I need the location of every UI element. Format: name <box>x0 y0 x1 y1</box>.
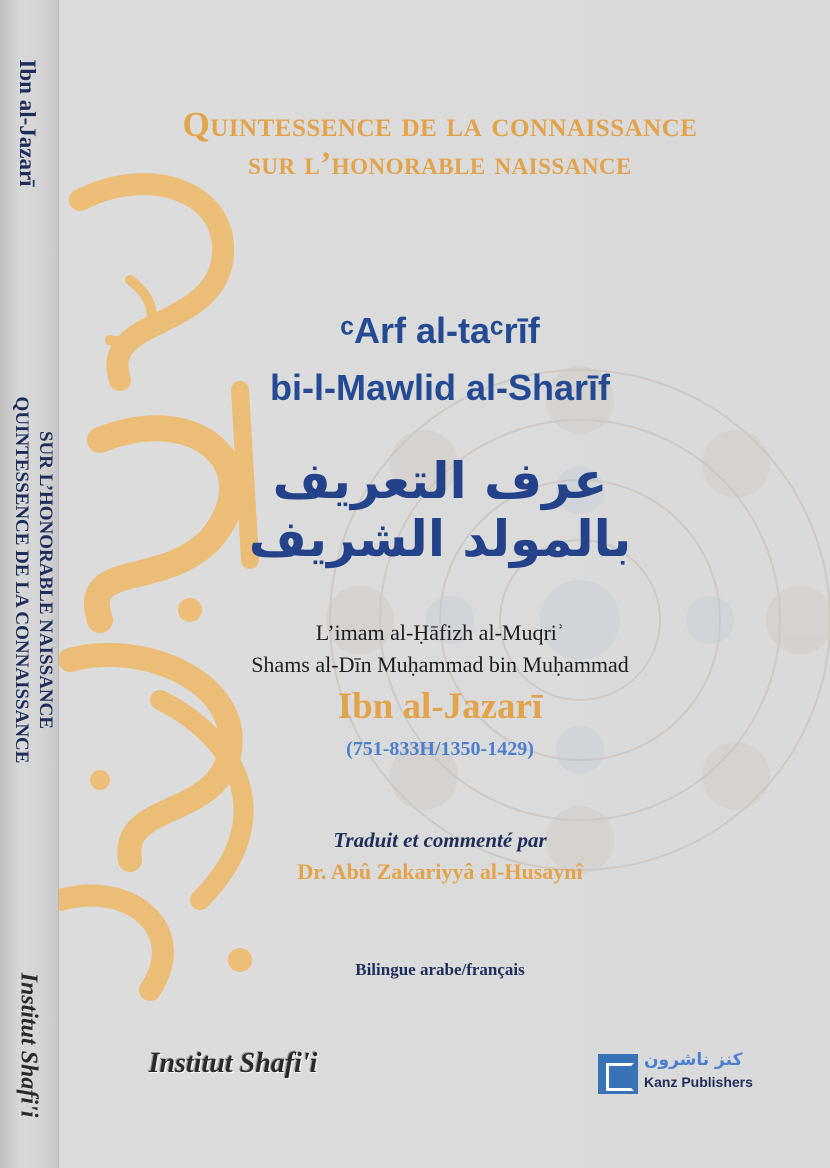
institute-logo: Institut Shafi'i <box>148 1048 318 1079</box>
spine-logo-text: Institut Shafi'i <box>15 972 42 1118</box>
spine-author-text: Ibn al-Jazarī <box>15 59 40 187</box>
spine-institute-logo <box>2 945 54 1145</box>
spine-author <box>12 28 42 218</box>
french-title-line1: Quintessence de la connaissance <box>182 105 698 144</box>
translator-name: Dr. Abû Zakariyyâ al-Husaynî <box>297 859 583 884</box>
spine-title-line1: QUINTESSENCE DE LA CONNAISSANCE <box>11 396 32 764</box>
arabic-title: عرف التعريف بالمولد الشريف <box>248 452 632 568</box>
transliterated-title-line2: bi-l-Mawlid al-Sharīf <box>269 367 610 408</box>
edition-note: Bilingue arabe/français <box>355 960 525 979</box>
kanz-arabic-name: كنز ناشرون <box>644 1050 743 1070</box>
shams-line: Shams al-Dīn Muḥammad bin Muḥammad <box>251 652 629 677</box>
author-name: Ibn al-Jazarī <box>337 686 543 727</box>
imam-line: L’imam al-Ḥāfizh al-Muqriʾ <box>315 620 565 645</box>
spine-title-line2: SUR L’HONORABLE NAISSANCE <box>35 430 56 730</box>
kanz-logo-icon <box>598 1054 638 1094</box>
author-dates: (751-833H/1350-1429) <box>346 738 534 760</box>
book-spine <box>0 0 59 1168</box>
transliterated-title-line1: ᶜArf al-taᶜrīf <box>340 310 540 351</box>
kanz-publishers-logo <box>598 1050 758 1100</box>
spine-title <box>6 370 56 790</box>
calligraphy-ornament <box>40 140 300 1040</box>
french-title-line2: sur l’honorable naissance <box>248 146 632 182</box>
kanz-english-name: Kanz Publishers <box>644 1074 753 1090</box>
translated-by: Traduit et commenté par <box>333 828 547 852</box>
